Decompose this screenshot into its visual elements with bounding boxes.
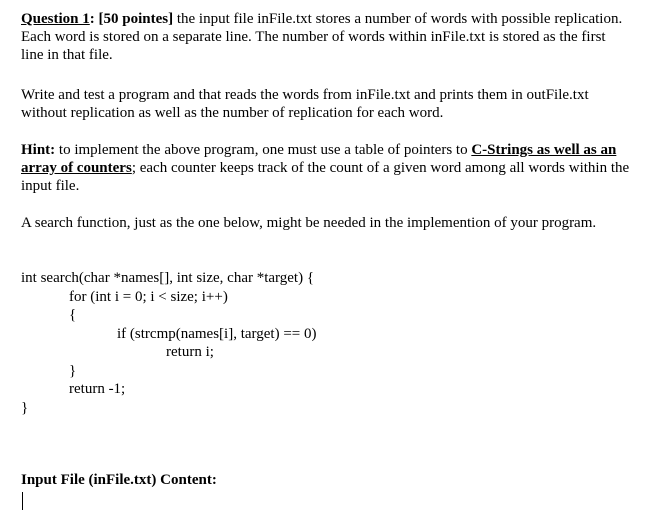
hint-paragraph [21,141,631,195]
question-points: [50 pointes] [98,11,174,27]
search-note-paragraph: A search function, just as the one below, might be needed in the implemention of your program. [21,215,597,231]
code-line: { [69,307,77,323]
question-label: Question 1 [21,11,90,27]
hint-label: Hint: [21,142,56,158]
hint-text-after: ; each counter keeps track of the count of a given word among all words within the input file. [21,160,630,194]
code-line: } [21,399,29,416]
code-line: if (strcmp(names[i], target) == 0) [117,325,317,342]
question-text: the input file inFile.txt stores a number of words with possible replication. Each word is stored on a separate line. The number of words within inFile.txt is stored as the first line in that file. [21,11,623,63]
code-block [21,269,631,417]
task-paragraph: Write and test a program and that reads the words from inFile.txt and prints them in outFile.txt without replication as well as the number of replication for each word. [21,87,589,121]
code-line: return -1; [69,381,126,397]
code-line: int search(char *names[], int size, char *target) { [21,270,315,286]
code-line: return i; [166,344,214,360]
question-paragraph [21,10,631,64]
question-colon: : [89,11,95,27]
code-line: } [69,362,77,379]
hint-emphasis: C-Strings as well as an array of counters [21,142,617,176]
text-cursor[interactable] [22,492,23,510]
code-line: for (int i = 0; i < size; i++) [69,288,228,305]
input-file-heading: Input File (inFile.txt) Content: [21,472,217,488]
hint-text-before: to implement the above program, one must use a table of pointers to [55,142,472,158]
